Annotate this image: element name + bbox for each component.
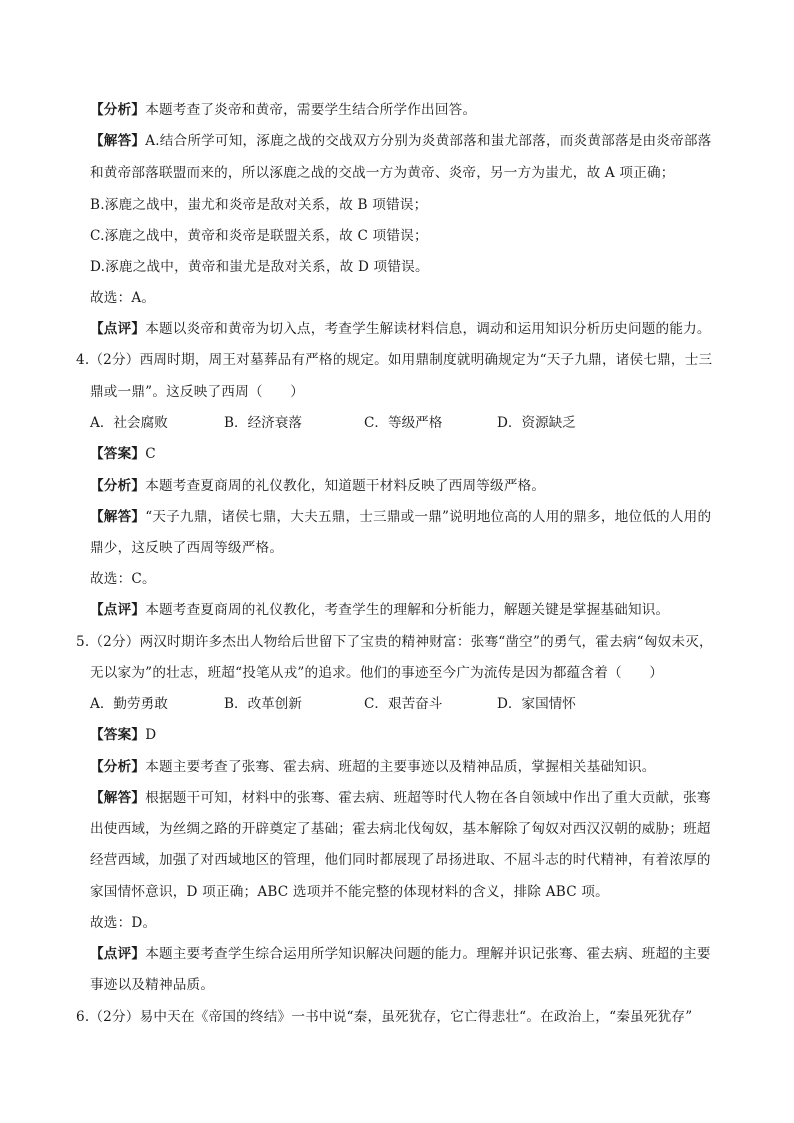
q5-option-c: C．艰苦奋斗 [364,696,443,712]
comment-q3: 【点评】本题以炎帝和黄帝为切入点，考查学生解读材料信息，调动和运用知识分析历史问题的能力。 [90,321,711,337]
comment-q5-line1: 【点评】本题主要考查学生综合运用所学知识解决问题的能力。理解并识记张骞、霍去病、班超的主要 [90,946,711,962]
solution-q4-line1: 【解答】“天子九鼎，诸侯七鼎，大夫五鼎，士三鼎或一鼎”说明地位高的人用的鼎多，地位低的人用的 [90,509,712,525]
question-5-line1: 5.（2分）两汉时期许多杰出人物给后世留下了宝贵的精神财富：张骞“凿空”的勇气，霍去病“匈奴未灭， [76,634,713,650]
section-tag: 【分析】 [90,478,146,494]
solution-q3-option-b: B.涿鹿之战中，蚩尤和炎帝是敌对关系，故 B 项错误； [90,197,428,213]
solution-q3-line2: 和黄帝部落联盟而来的，所以涿鹿之战的交战一方为黄帝、炎帝，另一方为蚩尤，故 A 项正确； [90,165,675,181]
solution-q5-line1: 【解答】根据题干可知，材料中的张骞、霍去病、班超等时代人物在各自领域中作出了重大贡献，张骞 [90,790,711,806]
q5-option-b: B．改革创新 [224,696,302,712]
choice-q4: 故选：C。 [90,571,156,587]
answer-q5: 【答案】D [90,727,157,743]
section-tag: 【解答】 [90,509,146,525]
solution-q3-line1: 【解答】A.结合所学可知，涿鹿之战的交战双方分别为炎黄部落和蚩尤部落，而炎黄部落是由炎帝部落 [90,133,712,149]
section-tag: 【答案】 [90,446,146,462]
question-6-line1: 6.（2分）易中天在《帝国的终结》一书中说“秦，虽死犹存，它亡得悲壮“。在政治上，“秦虽死犹存” [76,1009,693,1025]
section-tag: 【点评】 [90,946,146,962]
solution-q3-option-d: D.涿鹿之战中，黄帝和蚩尤是敌对关系，故 D 项错误。 [90,259,429,275]
section-tag: 【答案】 [90,727,146,743]
comment-q4: 【点评】本题考查夏商周的礼仪教化，考查学生的理解和分析能力，解题关键是掌握基础知识。 [90,602,670,618]
answer-q4: 【答案】C [90,446,156,462]
analysis-q5: 【分析】本题主要考查了张骞、霍去病、班超的主要事迹以及精神品质，掌握相关基础知识。 [90,759,656,775]
solution-q3-option-c: C.涿鹿之战中，黄帝和炎帝是联盟关系，故 C 项错误； [90,228,428,244]
solution-q5-line4: 家国情怀意识，D 项正确；ABC 选项并不能完整的体现材料的含义，排除 ABC 项。 [90,884,609,900]
section-tag: 【解答】 [90,133,146,149]
section-tag: 【分析】 [90,102,146,118]
q4-option-c: C．等级严格 [364,415,443,431]
q4-option-d: D．资源缺乏 [497,415,576,431]
q4-option-a: A．社会腐败 [90,415,168,431]
question-5-line2: 无以家为”的壮志，班超“投笔从戎”的追求。他们的事迹至今广为流传是因为都蕴含着（ ） [90,665,664,681]
question-4-line1: 4.（2分）西周时期，周王对墓葬品有严格的规定。如用鼎制度就明确规定为“天子九鼎，诸侯七鼎，士三 [76,352,713,368]
comment-q5-line2: 事迹以及精神品质。 [90,977,215,993]
choice-q3: 故选：A。 [90,290,156,306]
q5-option-a: A．勤劳勇敢 [90,696,168,712]
solution-q5-line2: 出使西域，为丝绸之路的开辟奠定了基础；霍去病北伐匈奴，基本解除了匈奴对西汉汉朝的威胁；班超 [90,821,711,837]
analysis-q4: 【分析】本题考查夏商周的礼仪教化，知道题干材料反映了西周等级严格。 [90,478,546,494]
section-tag: 【点评】 [90,321,146,337]
solution-q5-line3: 经营西域，加强了对西域地区的管理，他们同时都展现了昂扬进取、不屈斗志的时代精神，有着浓厚的 [90,852,711,868]
question-4-line2: 鼎或一鼎”。这反映了西周（ ） [90,384,305,400]
choice-q5: 故选：D。 [90,915,157,931]
analysis-q3: 【分析】本题考查了炎帝和黄帝，需要学生结合所学作出回答。 [90,102,477,118]
q5-option-d: D．家国情怀 [497,696,576,712]
section-tag: 【点评】 [90,602,146,618]
section-tag: 【分析】 [90,759,146,775]
q4-option-b: B．经济衰落 [224,415,302,431]
section-tag: 【解答】 [90,790,146,806]
solution-q4-line2: 鼎少，这反映了西周等级严格。 [90,540,284,556]
